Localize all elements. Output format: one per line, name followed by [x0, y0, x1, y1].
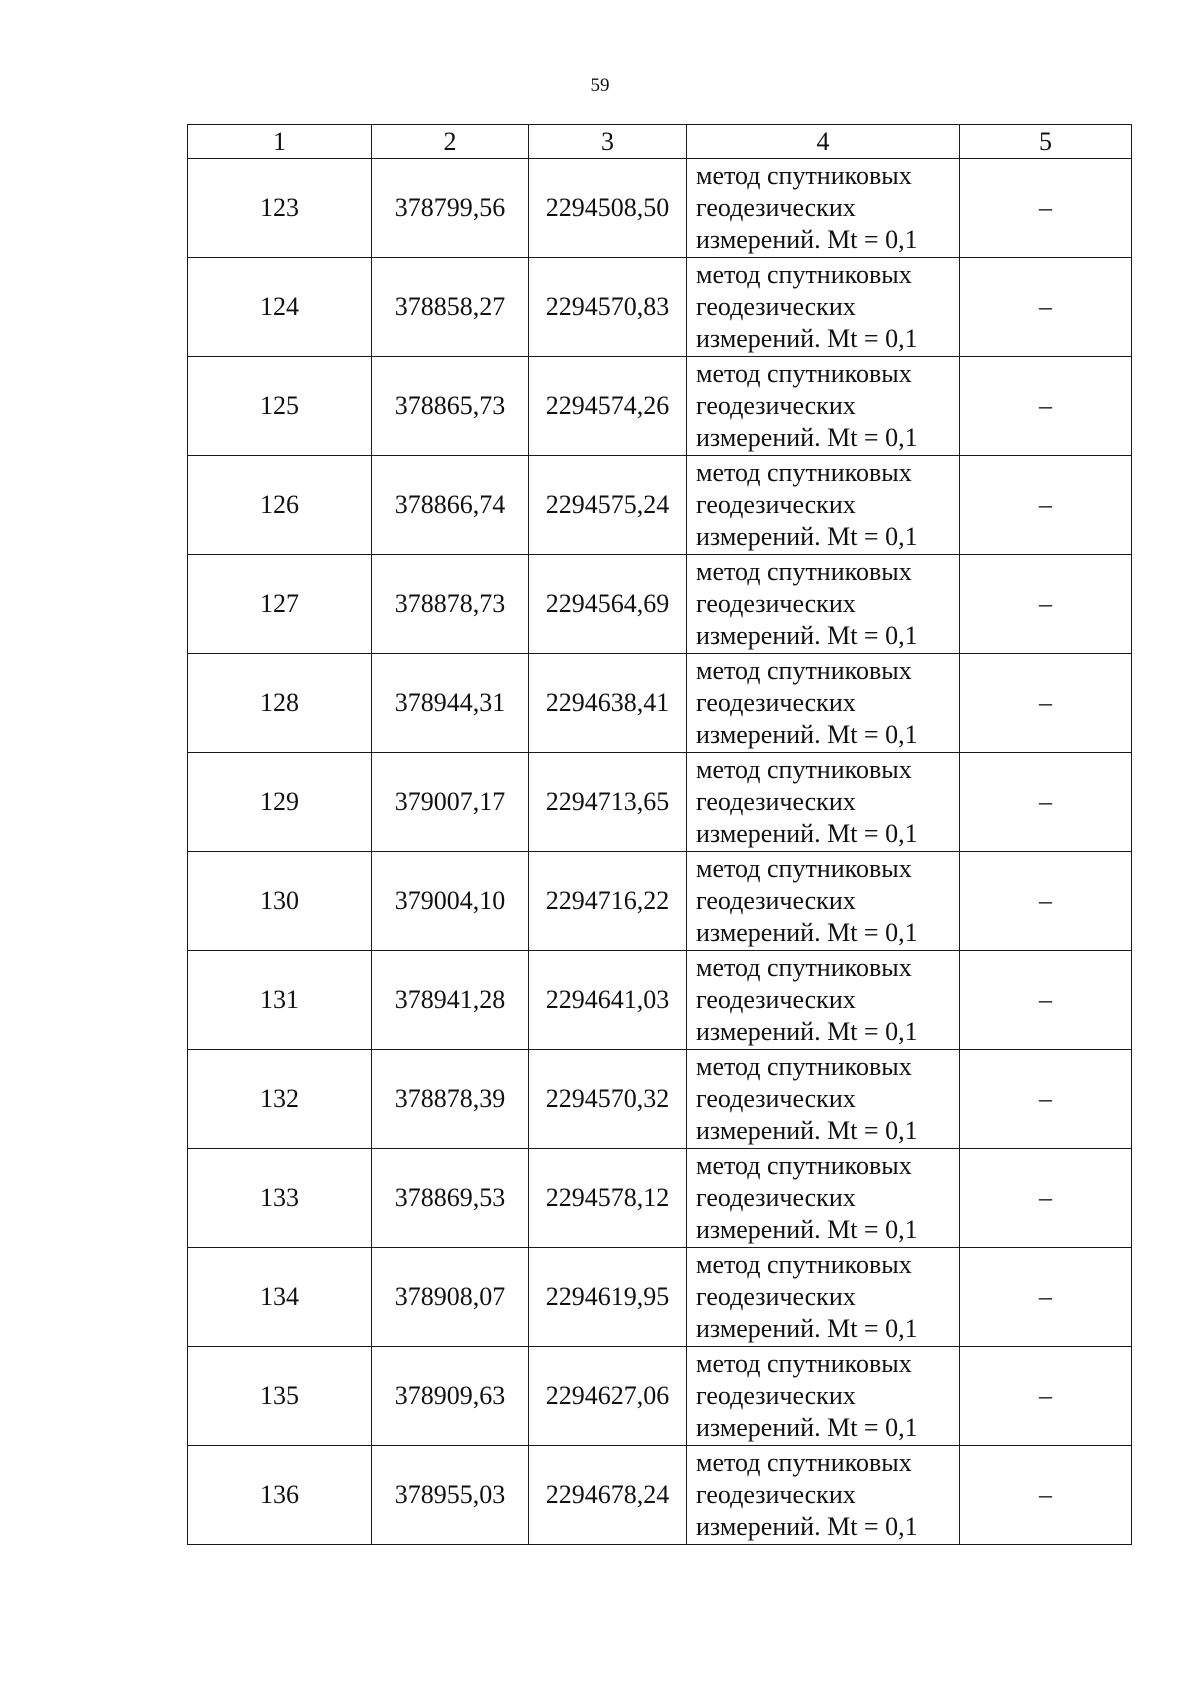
point-number-cell: 135 — [188, 1347, 372, 1446]
y-coordinate-cell: 2294564,69 — [529, 555, 687, 654]
method-line: геодезических — [696, 1381, 856, 1410]
point-number-cell: 127 — [188, 555, 372, 654]
table-row — [188, 654, 1132, 753]
note-cell: – — [960, 1347, 1132, 1446]
point-number-cell: 123 — [188, 159, 372, 258]
y-coordinate-cell: 2294619,95 — [529, 1248, 687, 1347]
note-cell: – — [960, 951, 1132, 1050]
method-line: измерений. Mt = 0,1 — [696, 1017, 918, 1046]
method-line: геодезических — [696, 292, 856, 321]
x-coordinate-cell: 378858,27 — [372, 258, 529, 357]
method-cell — [687, 258, 960, 357]
method-line: геодезических — [696, 1282, 856, 1311]
table-row — [188, 753, 1132, 852]
header-row — [188, 125, 1132, 159]
y-coordinate-cell: 2294716,22 — [529, 852, 687, 951]
x-coordinate-cell: 378908,07 — [372, 1248, 529, 1347]
note-cell: – — [960, 555, 1132, 654]
x-coordinate-cell: 378878,39 — [372, 1050, 529, 1149]
page-number: 59 — [590, 75, 610, 96]
x-coordinate-cell: 378955,03 — [372, 1446, 529, 1545]
header-cell-2: 2 — [372, 125, 529, 159]
method-line: измерений. Mt = 0,1 — [696, 522, 918, 551]
note-cell: – — [960, 654, 1132, 753]
method-cell — [687, 1446, 960, 1545]
method-cell — [687, 951, 960, 1050]
method-line: измерений. Mt = 0,1 — [696, 225, 918, 254]
x-coordinate-cell: 378866,74 — [372, 456, 529, 555]
x-coordinate-cell: 378799,56 — [372, 159, 529, 258]
method-line: метод спутниковых — [696, 1349, 912, 1378]
header-cell-1: 1 — [188, 125, 372, 159]
note-cell: – — [960, 753, 1132, 852]
method-line: метод спутниковых — [696, 1250, 912, 1279]
method-line: метод спутниковых — [696, 260, 912, 289]
y-coordinate-cell: 2294578,12 — [529, 1149, 687, 1248]
x-coordinate-cell: 378941,28 — [372, 951, 529, 1050]
method-line: измерений. Mt = 0,1 — [696, 324, 918, 353]
method-cell — [687, 753, 960, 852]
method-line: метод спутниковых — [696, 755, 912, 784]
method-cell — [687, 1248, 960, 1347]
y-coordinate-cell: 2294508,50 — [529, 159, 687, 258]
y-coordinate-cell: 2294627,06 — [529, 1347, 687, 1446]
method-line: геодезических — [696, 787, 856, 816]
method-line: измерений. Mt = 0,1 — [696, 423, 918, 452]
table-row — [188, 1050, 1132, 1149]
method-line: измерений. Mt = 0,1 — [696, 621, 918, 650]
table-row — [188, 1248, 1132, 1347]
method-line: измерений. Mt = 0,1 — [696, 1512, 918, 1541]
method-line: метод спутниковых — [696, 953, 912, 982]
table-row — [188, 555, 1132, 654]
point-number-cell: 132 — [188, 1050, 372, 1149]
method-cell — [687, 456, 960, 555]
table-body — [188, 159, 1132, 1545]
table-row — [188, 159, 1132, 258]
x-coordinate-cell: 378944,31 — [372, 654, 529, 753]
method-line: измерений. Mt = 0,1 — [696, 720, 918, 749]
note-cell: – — [960, 1446, 1132, 1545]
method-line: геодезических — [696, 886, 856, 915]
x-coordinate-cell: 379007,17 — [372, 753, 529, 852]
method-line: метод спутниковых — [696, 1052, 912, 1081]
method-line: метод спутниковых — [696, 1448, 912, 1477]
table-header — [188, 125, 1132, 159]
y-coordinate-cell: 2294575,24 — [529, 456, 687, 555]
method-line: геодезических — [696, 1183, 856, 1212]
y-coordinate-cell: 2294713,65 — [529, 753, 687, 852]
method-line: измерений. Mt = 0,1 — [696, 1215, 918, 1244]
method-cell — [687, 159, 960, 258]
method-line: геодезических — [696, 589, 856, 618]
y-coordinate-cell: 2294638,41 — [529, 654, 687, 753]
coordinates-table — [187, 124, 1132, 1545]
header-cell-5: 5 — [960, 125, 1132, 159]
method-cell — [687, 1050, 960, 1149]
note-cell: – — [960, 1050, 1132, 1149]
x-coordinate-cell: 379004,10 — [372, 852, 529, 951]
y-coordinate-cell: 2294678,24 — [529, 1446, 687, 1545]
method-line: геодезических — [696, 1480, 856, 1509]
table-row — [188, 1347, 1132, 1446]
y-coordinate-cell: 2294574,26 — [529, 357, 687, 456]
x-coordinate-cell: 378878,73 — [372, 555, 529, 654]
table-row — [188, 951, 1132, 1050]
table-row — [188, 852, 1132, 951]
method-line: метод спутниковых — [696, 359, 912, 388]
method-line: метод спутниковых — [696, 458, 912, 487]
note-cell: – — [960, 1248, 1132, 1347]
method-line: геодезических — [696, 193, 856, 222]
method-line: геодезических — [696, 490, 856, 519]
point-number-cell: 126 — [188, 456, 372, 555]
table-row — [188, 357, 1132, 456]
method-cell — [687, 555, 960, 654]
point-number-cell: 128 — [188, 654, 372, 753]
method-line: геодезических — [696, 391, 856, 420]
method-line: метод спутниковых — [696, 557, 912, 586]
point-number-cell: 131 — [188, 951, 372, 1050]
note-cell: – — [960, 456, 1132, 555]
x-coordinate-cell: 378909,63 — [372, 1347, 529, 1446]
table-row — [188, 258, 1132, 357]
y-coordinate-cell: 2294570,32 — [529, 1050, 687, 1149]
point-number-cell: 134 — [188, 1248, 372, 1347]
point-number-cell: 130 — [188, 852, 372, 951]
note-cell: – — [960, 852, 1132, 951]
note-cell: – — [960, 1149, 1132, 1248]
method-line: измерений. Mt = 0,1 — [696, 1413, 918, 1442]
y-coordinate-cell: 2294641,03 — [529, 951, 687, 1050]
method-line: геодезических — [696, 688, 856, 717]
method-line: метод спутниковых — [696, 1151, 912, 1180]
table-row — [188, 1149, 1132, 1248]
method-line: метод спутниковых — [696, 656, 912, 685]
header-cell-4: 4 — [687, 125, 960, 159]
method-line: измерений. Mt = 0,1 — [696, 1314, 918, 1343]
header-cell-3: 3 — [529, 125, 687, 159]
method-cell — [687, 1149, 960, 1248]
method-cell — [687, 852, 960, 951]
method-line: измерений. Mt = 0,1 — [696, 819, 918, 848]
method-line: геодезических — [696, 985, 856, 1014]
point-number-cell: 124 — [188, 258, 372, 357]
note-cell: – — [960, 159, 1132, 258]
method-line: геодезических — [696, 1084, 856, 1113]
method-line: метод спутниковых — [696, 854, 912, 883]
method-line: измерений. Mt = 0,1 — [696, 918, 918, 947]
method-cell — [687, 357, 960, 456]
method-cell — [687, 654, 960, 753]
note-cell: – — [960, 258, 1132, 357]
table-row — [188, 1446, 1132, 1545]
table-row — [188, 456, 1132, 555]
x-coordinate-cell: 378865,73 — [372, 357, 529, 456]
y-coordinate-cell: 2294570,83 — [529, 258, 687, 357]
method-cell — [687, 1347, 960, 1446]
x-coordinate-cell: 378869,53 — [372, 1149, 529, 1248]
point-number-cell: 136 — [188, 1446, 372, 1545]
point-number-cell: 129 — [188, 753, 372, 852]
point-number-cell: 133 — [188, 1149, 372, 1248]
note-cell: – — [960, 357, 1132, 456]
point-number-cell: 125 — [188, 357, 372, 456]
method-line: метод спутниковых — [696, 161, 912, 190]
method-line: измерений. Mt = 0,1 — [696, 1116, 918, 1145]
